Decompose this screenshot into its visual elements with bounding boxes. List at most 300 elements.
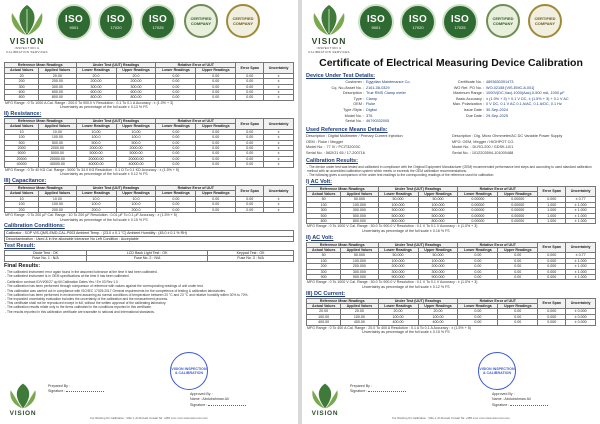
table-cell: 0.00	[156, 84, 196, 89]
table-cell: 100.000	[378, 258, 418, 263]
table-cell: 100.000	[341, 258, 378, 263]
table-cell: 10.00	[76, 129, 116, 134]
table-cell: ± 1.000	[566, 275, 596, 280]
table-cell: 0.00	[236, 135, 264, 140]
table-cell: 300.00	[76, 84, 116, 89]
sub-header: Lower Readings	[458, 248, 498, 253]
table-cell: ±	[264, 129, 294, 134]
table-cell: ±	[264, 140, 294, 145]
table-cell: 50.000	[418, 253, 458, 258]
calibration-conditions-title: Calibration Conditions:	[4, 223, 65, 230]
table-cell: 500	[307, 213, 341, 218]
table-cell: 20.00	[418, 309, 458, 314]
table-cell: 2000.00	[116, 146, 156, 151]
ac-amp-table-wrap	[302, 242, 600, 281]
col-header: Under Test (UUT) Readings	[76, 63, 156, 68]
table-cell: 800.00	[39, 95, 76, 100]
col-header: Relative Error of UUT	[458, 298, 538, 303]
dc-current-table	[306, 298, 596, 326]
dc-volt-uncertainty: Uncertainty as percentage of the full scale ± 0.13 % FS	[60, 105, 148, 110]
iso-badge: ISO 17025	[442, 4, 478, 40]
iso-badge: ISO 9001	[358, 4, 394, 40]
table-cell: 300.00	[116, 84, 156, 89]
table-row	[307, 320, 596, 325]
resistance-footer: MFG Range : 0 To 40 KΩ Cal. Range : 5000 To 34.0 KΩ Resolution : 0.1 Ω To 0.1 KΩ Accuracy : ± (1.5% + 5)	[5, 167, 180, 172]
table-cell: 200	[307, 264, 341, 269]
sub-header: Upper Readings	[418, 248, 458, 253]
sub-header: Upper Readings	[116, 191, 156, 196]
table-cell: 0.000	[538, 320, 566, 325]
sub-header: Lower Readings	[76, 124, 116, 129]
table-cell: 200.0	[116, 207, 156, 212]
table-cell: 0.00	[236, 73, 264, 78]
sub-header: Actual Values	[5, 191, 39, 196]
ac-amp-title: II) AC Volt:	[306, 234, 334, 241]
dc-volt-footer: MFG Range : 0 To 1000 A Cal. Range : 200.0 To 900.0 V Resolution : 0.1 To 0.1 A Accuracy : ± (1.0% + 3)	[5, 100, 174, 105]
table-cell: 300.00	[39, 84, 76, 89]
sub-header: Lower Readings	[378, 192, 418, 197]
table-cell: 600.00	[39, 90, 76, 95]
table-cell: 0.000	[538, 253, 566, 258]
table-cell: ± 1.000	[566, 208, 596, 213]
device-key: Basic Accuracy :	[456, 96, 484, 101]
table-cell: 0.000	[538, 314, 566, 319]
table-cell: 0.00	[236, 79, 264, 84]
col-header: Relative Error of UUT	[458, 242, 538, 247]
table-cell: 0.00	[156, 146, 196, 151]
table-cell: 20.0	[116, 73, 156, 78]
test-result-title: Test Result:	[4, 242, 36, 249]
table-cell: 0.00	[196, 207, 236, 212]
table-cell: 50.000	[378, 197, 418, 202]
table-cell: 300.000	[341, 269, 378, 274]
table-cell: 300.000	[418, 269, 458, 274]
certified-seal: CERTIFIED COMPANY	[486, 4, 520, 38]
table-cell: 0.00	[458, 269, 498, 274]
test-result-cell: Fuse No. 1 : N/A	[5, 256, 87, 261]
sub-header: Applied Values	[39, 124, 76, 129]
table-cell: ±	[264, 135, 294, 140]
table-cell: 0.00	[236, 202, 264, 207]
approved-by-block	[492, 392, 548, 408]
table-cell: 0.00000	[498, 202, 538, 207]
prepared-by-label: Prepared By :	[48, 384, 70, 388]
table-cell: 900.000	[378, 275, 418, 280]
col-header: Under Test (UUT) Readings	[76, 185, 156, 190]
col-header: Relative Error of UUT	[156, 119, 236, 124]
table-cell: 800.000	[341, 219, 378, 224]
table-cell: 0.00	[236, 151, 264, 156]
table-row	[5, 95, 294, 100]
table-cell: 0.00	[196, 79, 236, 84]
leaf-logo-icon	[306, 3, 352, 37]
table-cell: ± 1.000	[566, 213, 596, 218]
table-cell: 0.00	[156, 90, 196, 95]
table-cell: ±	[264, 207, 294, 212]
reference-line: Model No. : 77 IV / PCIT32003C	[306, 145, 361, 150]
col-header: Uncertainty	[264, 119, 294, 130]
table-cell: 200	[5, 207, 39, 212]
table-cell: 300	[5, 84, 39, 89]
cal-conditions-wrap	[0, 230, 298, 242]
table-cell: ±	[264, 196, 294, 201]
dc-current-table-wrap	[302, 298, 600, 326]
table-cell: 800	[307, 219, 341, 224]
sub-header: Lower Readings	[458, 304, 498, 309]
page-header	[302, 0, 600, 60]
table-cell: 0.00000	[458, 213, 498, 218]
sub-header: Lower Readings	[76, 191, 116, 196]
resistance-uncertainty: Uncertainty as percentage of the full scale ± 0.12 % FS	[60, 172, 148, 177]
table-cell: 400.00	[378, 320, 418, 325]
iso-badge: ISO 9001	[56, 4, 92, 40]
table-cell: 20000.00	[76, 156, 116, 161]
device-key: OEM :	[353, 102, 364, 107]
table-cell: 20.00	[307, 309, 341, 314]
prepared-by-block	[48, 384, 104, 395]
table-cell: 10.00	[39, 196, 76, 201]
test-result-cell: Fuse No. 2 : N/A	[87, 256, 208, 261]
ac-volt-table-wrap	[302, 186, 600, 225]
device-key: Cq. No./Asset No. :	[331, 85, 364, 90]
footer-logo	[3, 382, 43, 418]
sub-header: Applied Values	[341, 248, 378, 253]
signature-label: Signature :	[48, 389, 66, 394]
certified-seal: CERTIFIED COMPANY	[184, 4, 218, 38]
table-cell: 500.000	[418, 213, 458, 218]
approved-by-label: Approved By :	[492, 392, 515, 396]
reference-line: Description : Dig. Micro Ohmmeter/AC DC Variable Power Supply	[452, 134, 563, 138]
table-cell: ± 1.000	[566, 219, 596, 224]
approved-by-block	[190, 392, 246, 408]
test-result-wrap	[0, 250, 298, 262]
device-details	[302, 80, 600, 126]
table-row	[5, 207, 294, 212]
table-cell: 5000	[5, 151, 39, 156]
table-cell: 0.00	[498, 258, 538, 263]
table-cell: 100	[307, 202, 341, 207]
table-cell: ± 0.000	[566, 309, 596, 314]
table-cell: 100.0	[76, 135, 116, 140]
table-cell: 0.00	[196, 84, 236, 89]
table-cell: 0.00	[156, 73, 196, 78]
certified-seal: CERTIFIED COMPANY	[528, 4, 562, 38]
page-header	[0, 0, 298, 60]
col-header: Uncertainty	[566, 186, 596, 197]
sub-header: Applied Values	[39, 68, 76, 73]
test-result-cell: LCD Back Light Test : OK	[87, 250, 208, 255]
ac-volt-rows	[307, 197, 596, 224]
col-header: Under Test (UUT) Readings	[378, 186, 458, 191]
device-key: Type /Style :	[343, 108, 364, 112]
table-cell: 200.00	[39, 79, 76, 84]
test-result-cell: Fuse No. 3 : N/A	[208, 256, 294, 261]
signature-label: Signature :	[492, 402, 510, 407]
approver-name: Abdulrahman Ali	[202, 397, 229, 402]
table-cell: 0.00	[156, 162, 196, 167]
certified-seal: CERTIFIED COMPANY	[226, 4, 260, 38]
table-cell: 0.00	[196, 129, 236, 134]
device-key: Customer :	[345, 80, 364, 84]
reference-line: MFG: OEM, Megger / HIGHPOT CO.	[452, 139, 515, 144]
table-cell: 500.000	[341, 213, 378, 218]
table-cell: 10	[5, 196, 39, 201]
table-cell: ±	[264, 146, 294, 151]
device-key: Due Date :	[465, 113, 484, 118]
table-cell: 20.00	[378, 309, 418, 314]
signature-label: Signature :	[350, 389, 368, 394]
table-cell: 0.00	[236, 95, 264, 100]
footer-brand-name: VISION	[311, 410, 339, 417]
dc-volt-rows	[5, 73, 294, 100]
device-value: 376	[366, 113, 373, 118]
table-cell: 200.00	[76, 79, 116, 84]
dc-volt-table-wrap	[0, 62, 298, 101]
table-cell: 500.0	[116, 140, 156, 145]
certificate-page-2	[0, 0, 298, 424]
notes-line: - The results reported in this calibration certificate are traceable to national and international standards.	[5, 309, 155, 314]
name-label: Name :	[190, 397, 202, 402]
table-cell: 0.00	[196, 202, 236, 207]
final-line: - The calibrated instrument error again found in the assumed tolerance at the time it had been calibrated.	[5, 269, 158, 274]
calibration-results-para: - The device under test was tested and calibrated in compliance with the Original Equipment Manufacturer (OEM) recommended performance test steps and according to used standard calibration method with an accredited calibration system which meets or exceeds the OEM calibration recommendations.	[307, 165, 592, 174]
dc-current-uncertainty: Uncertainty as percentage of the full scale ± 0.15 % FS	[362, 330, 450, 335]
sub-header: Upper Readings	[418, 192, 458, 197]
signature-label: Signature :	[190, 402, 208, 407]
table-cell: 20000.00	[116, 156, 156, 161]
table-cell: 400.00	[307, 320, 341, 325]
table-cell: ±	[264, 151, 294, 156]
table-cell: 40000	[5, 162, 39, 167]
table-cell: ±	[264, 202, 294, 207]
table-cell: 100	[5, 202, 39, 207]
table-cell: 0.00000	[458, 197, 498, 202]
device-key: Serial No. :	[345, 119, 364, 124]
table-cell: ±	[264, 79, 294, 84]
footer-address: For Working On Calibration : Villa 1, Al Ahmadi, Kuwait Tel: +965 xxxx xxxx www.vision-ics.com	[90, 416, 208, 420]
table-cell: 50.000	[418, 197, 458, 202]
table-cell: 0.00000	[498, 197, 538, 202]
table-cell: 0.00	[236, 84, 264, 89]
table-cell: 200	[5, 79, 39, 84]
sub-header: Lower Readings	[76, 68, 116, 73]
table-cell: 1.000	[538, 213, 566, 218]
footer-address: For Working On Calibration : Villa 1, Al Ahmadi, Kuwait Tel: +965 xxxx xxxx www.vision-ics.com	[392, 416, 510, 420]
sub-header: Upper Readings	[196, 191, 236, 196]
prepared-by-label: Prepared By :	[350, 384, 372, 388]
table-cell: 20000	[5, 156, 39, 161]
device-value: 2161-08-0329	[366, 85, 390, 90]
resistance-table-wrap	[0, 118, 298, 168]
device-key: WO Ref. PO No. :	[453, 85, 484, 90]
col-header: Error Span	[538, 186, 566, 197]
table-cell: 0.000	[538, 269, 566, 274]
device-details-title: Device Under Test Details:	[306, 73, 375, 79]
table-cell: 0.00000	[498, 213, 538, 218]
table-cell: 50.000	[378, 253, 418, 258]
test-result-table	[4, 250, 294, 262]
notes-line: - This certificate shall not be reproduced except in full, without the written approval of the calibrating laboratory.	[5, 301, 167, 306]
table-cell: 900	[307, 275, 341, 280]
col-header: Reference Mean Readings	[5, 185, 77, 190]
table-cell: 0.00	[236, 196, 264, 201]
device-value: Digital	[366, 108, 377, 112]
table-cell: 0.00	[156, 135, 196, 140]
ac-amp-rows	[307, 253, 596, 280]
table-cell: 300.000	[418, 208, 458, 213]
capacitance-footer: MFG Range : 0 To 200 μF Cal. Range : 10 To 200 μF Resolution : 0.01 μF To 0.1 μF Accuracy : ± (1.5% + 5)	[5, 212, 177, 217]
table-cell: 0.00	[196, 73, 236, 78]
calibration-results-para: - The following gives a comparison of the under test readings to the corresponding readings of the reference used for calibration.	[307, 173, 495, 178]
final-line: - The calibrated instrument is in OEM specifications at the time it has been calibrated.	[5, 273, 130, 278]
sub-header: Lower Readings	[156, 124, 196, 129]
table-cell: 40000.00	[76, 162, 116, 167]
table-cell: 2000.00	[76, 146, 116, 151]
table-cell: 50	[307, 197, 341, 202]
col-header: Reference Mean Readings	[5, 63, 77, 68]
sub-header: Actual Values	[307, 304, 341, 309]
device-value: 0 V DC, 0.1 V AC 0.1 A/AC, 0.1 A/DC, 0.1 Hz	[486, 102, 562, 107]
col-header: Error Span	[538, 298, 566, 309]
table-cell: 5000.00	[39, 151, 76, 156]
certificate-page-1	[302, 0, 600, 424]
table-cell: 500.0	[76, 140, 116, 145]
table-cell: 40000.00	[116, 162, 156, 167]
ac-volt-footer: MFG Range : 0 To 1000 V Cal. Range : 50.0 To 900.0 V Resolution : 0.1 V To 0.1 V Accuracy : ± (1.0% + 3)	[307, 224, 478, 229]
dc-volt-table	[4, 62, 294, 101]
table-cell: 0.00	[156, 196, 196, 201]
certification-badges	[56, 4, 296, 42]
col-header: Under Test (UUT) Readings	[378, 242, 458, 247]
table-cell: 0.00	[196, 135, 236, 140]
table-cell: 0.000	[538, 197, 566, 202]
leaf-logo-icon	[305, 382, 345, 410]
sub-header: Upper Readings	[498, 304, 538, 309]
device-value: Egyptian Maintenance Co.	[366, 80, 411, 84]
brand-tagline: INSPECTION & CALIBRATION SERVICES	[308, 46, 350, 54]
col-header: Relative Error of UUT	[156, 185, 236, 190]
sub-header: Lower Readings	[458, 192, 498, 197]
capacitance-title: III) Capacitance:	[4, 177, 47, 184]
table-cell: 10	[5, 129, 39, 134]
col-header: Uncertainty	[264, 185, 294, 196]
table-cell: 20	[5, 73, 39, 78]
sub-header: Upper Readings	[196, 68, 236, 73]
table-cell: 0.00	[196, 151, 236, 156]
footer-logo	[305, 382, 345, 418]
table-cell: 50.000	[341, 253, 378, 258]
sub-header: Actual Values	[307, 192, 341, 197]
device-value: Fluke	[366, 102, 376, 107]
table-cell: 100.00	[39, 202, 76, 207]
cal-conditions-line: Calibrator : SOP VIS-QMS-EMD-CAL-P003 Ambient Temp. : (23.0 ± 0.1 °C) Ambient Humidity : (45.0 ± 0.1 % RH)	[5, 231, 294, 236]
table-cell: 0.00	[458, 264, 498, 269]
table-cell: 0.00	[196, 162, 236, 167]
test-result-cell: Keypad Test : OK	[208, 250, 294, 255]
table-cell: 500	[5, 140, 39, 145]
table-cell: 600.00	[76, 90, 116, 95]
table-cell: 100.00	[378, 314, 418, 319]
table-row	[307, 219, 596, 224]
reference-line: Serial No. : 1012203594-101000488	[452, 150, 514, 155]
ac-volt-title: I) AC Volt:	[306, 178, 332, 185]
table-cell: 2000	[5, 146, 39, 151]
table-cell: 0.000	[538, 309, 566, 314]
leaf-logo-icon	[4, 3, 50, 37]
table-cell: ±	[264, 90, 294, 95]
ac-volt-uncertainty: Uncertainty as percentage of the full scale ± 0.16 % FS	[362, 229, 450, 234]
reference-line: Description : Digital Multimeter / Primary Current Injection	[306, 134, 403, 138]
table-cell: 800.00	[76, 95, 116, 100]
dc-current-rows	[307, 309, 596, 325]
device-key: Maximum Range :	[453, 91, 484, 96]
table-cell: 200.0	[76, 207, 116, 212]
approved-by-label: Approved By :	[190, 392, 213, 396]
device-value: 4893630391473	[486, 80, 514, 84]
table-cell: ± 1.000	[566, 202, 596, 207]
table-cell: 300.000	[378, 269, 418, 274]
table-cell: 20.00	[341, 309, 378, 314]
table-cell: ± 0.000	[566, 314, 596, 319]
table-cell: 20000.00	[39, 156, 76, 161]
table-cell: 0.00	[458, 253, 498, 258]
table-cell: 400.00	[418, 320, 458, 325]
table-cell: 20.0	[76, 73, 116, 78]
table-cell: 0.00000	[498, 208, 538, 213]
device-value: ± (1.0% + 3) + 0.1 V DC, ± (1.5% + 3) + 0.1 V AC	[486, 96, 569, 101]
iso-badge: ISO 17020	[400, 4, 436, 40]
table-cell: 100.00	[341, 314, 378, 319]
sub-header: Upper Readings	[196, 124, 236, 129]
cal-conditions-note: Decontamination : Used & in the allowable tolerance No Left Condition : Acceptable	[5, 236, 294, 241]
table-cell: 0.00	[458, 320, 498, 325]
sub-header: Upper Readings	[418, 304, 458, 309]
cal-conditions-table	[4, 230, 294, 242]
table-cell: 0.00	[196, 156, 236, 161]
sub-header: Lower Readings	[378, 304, 418, 309]
table-cell: ±	[264, 95, 294, 100]
table-cell: 0.00	[156, 202, 196, 207]
table-cell: 0.00	[156, 151, 196, 156]
table-cell: 10.00	[39, 129, 76, 134]
table-cell: 0.000	[538, 258, 566, 263]
table-cell: 200.00	[39, 207, 76, 212]
col-header: Error Span	[236, 119, 264, 130]
iso-badge: ISO 17025	[140, 4, 176, 40]
table-cell: 0.00	[458, 314, 498, 319]
table-cell: 0.00	[196, 196, 236, 201]
table-cell: 600	[5, 90, 39, 95]
device-value: WO-02158 [VIS-EMC-8-001]	[486, 85, 535, 90]
table-cell: ± 0.000	[566, 320, 596, 325]
table-cell: 5000.00	[116, 151, 156, 156]
dc-current-footer: MFG Range : 0 To 400 A Cal. Range : 20.0 To 400 A Resolution : 0.1 A To 0.1 A Accuracy : ± (1.5% + 5)	[307, 325, 471, 330]
table-cell: 200.000	[341, 264, 378, 269]
table-cell: 0.000	[538, 275, 566, 280]
capacitance-table-wrap	[0, 185, 298, 213]
table-cell: 50	[307, 253, 341, 258]
prepared-by-block	[350, 384, 406, 395]
table-cell: 0.00	[196, 140, 236, 145]
sub-header: Lower Readings	[156, 68, 196, 73]
iso-badge: ISO 17020	[98, 4, 134, 40]
table-cell: ± 0.77	[566, 197, 596, 202]
certification-badges	[358, 4, 598, 42]
ac-amp-footer: MFG Range : 0 To 1000 V Cal. Range : 50.0 To 900.0 V Resolution : 0.1 V To 0.1 V Accuracy : ± (1.0% + 3)	[307, 280, 478, 285]
table-cell: 1.000	[538, 202, 566, 207]
device-value: Clamp	[366, 96, 377, 101]
table-cell: 0.00	[196, 95, 236, 100]
